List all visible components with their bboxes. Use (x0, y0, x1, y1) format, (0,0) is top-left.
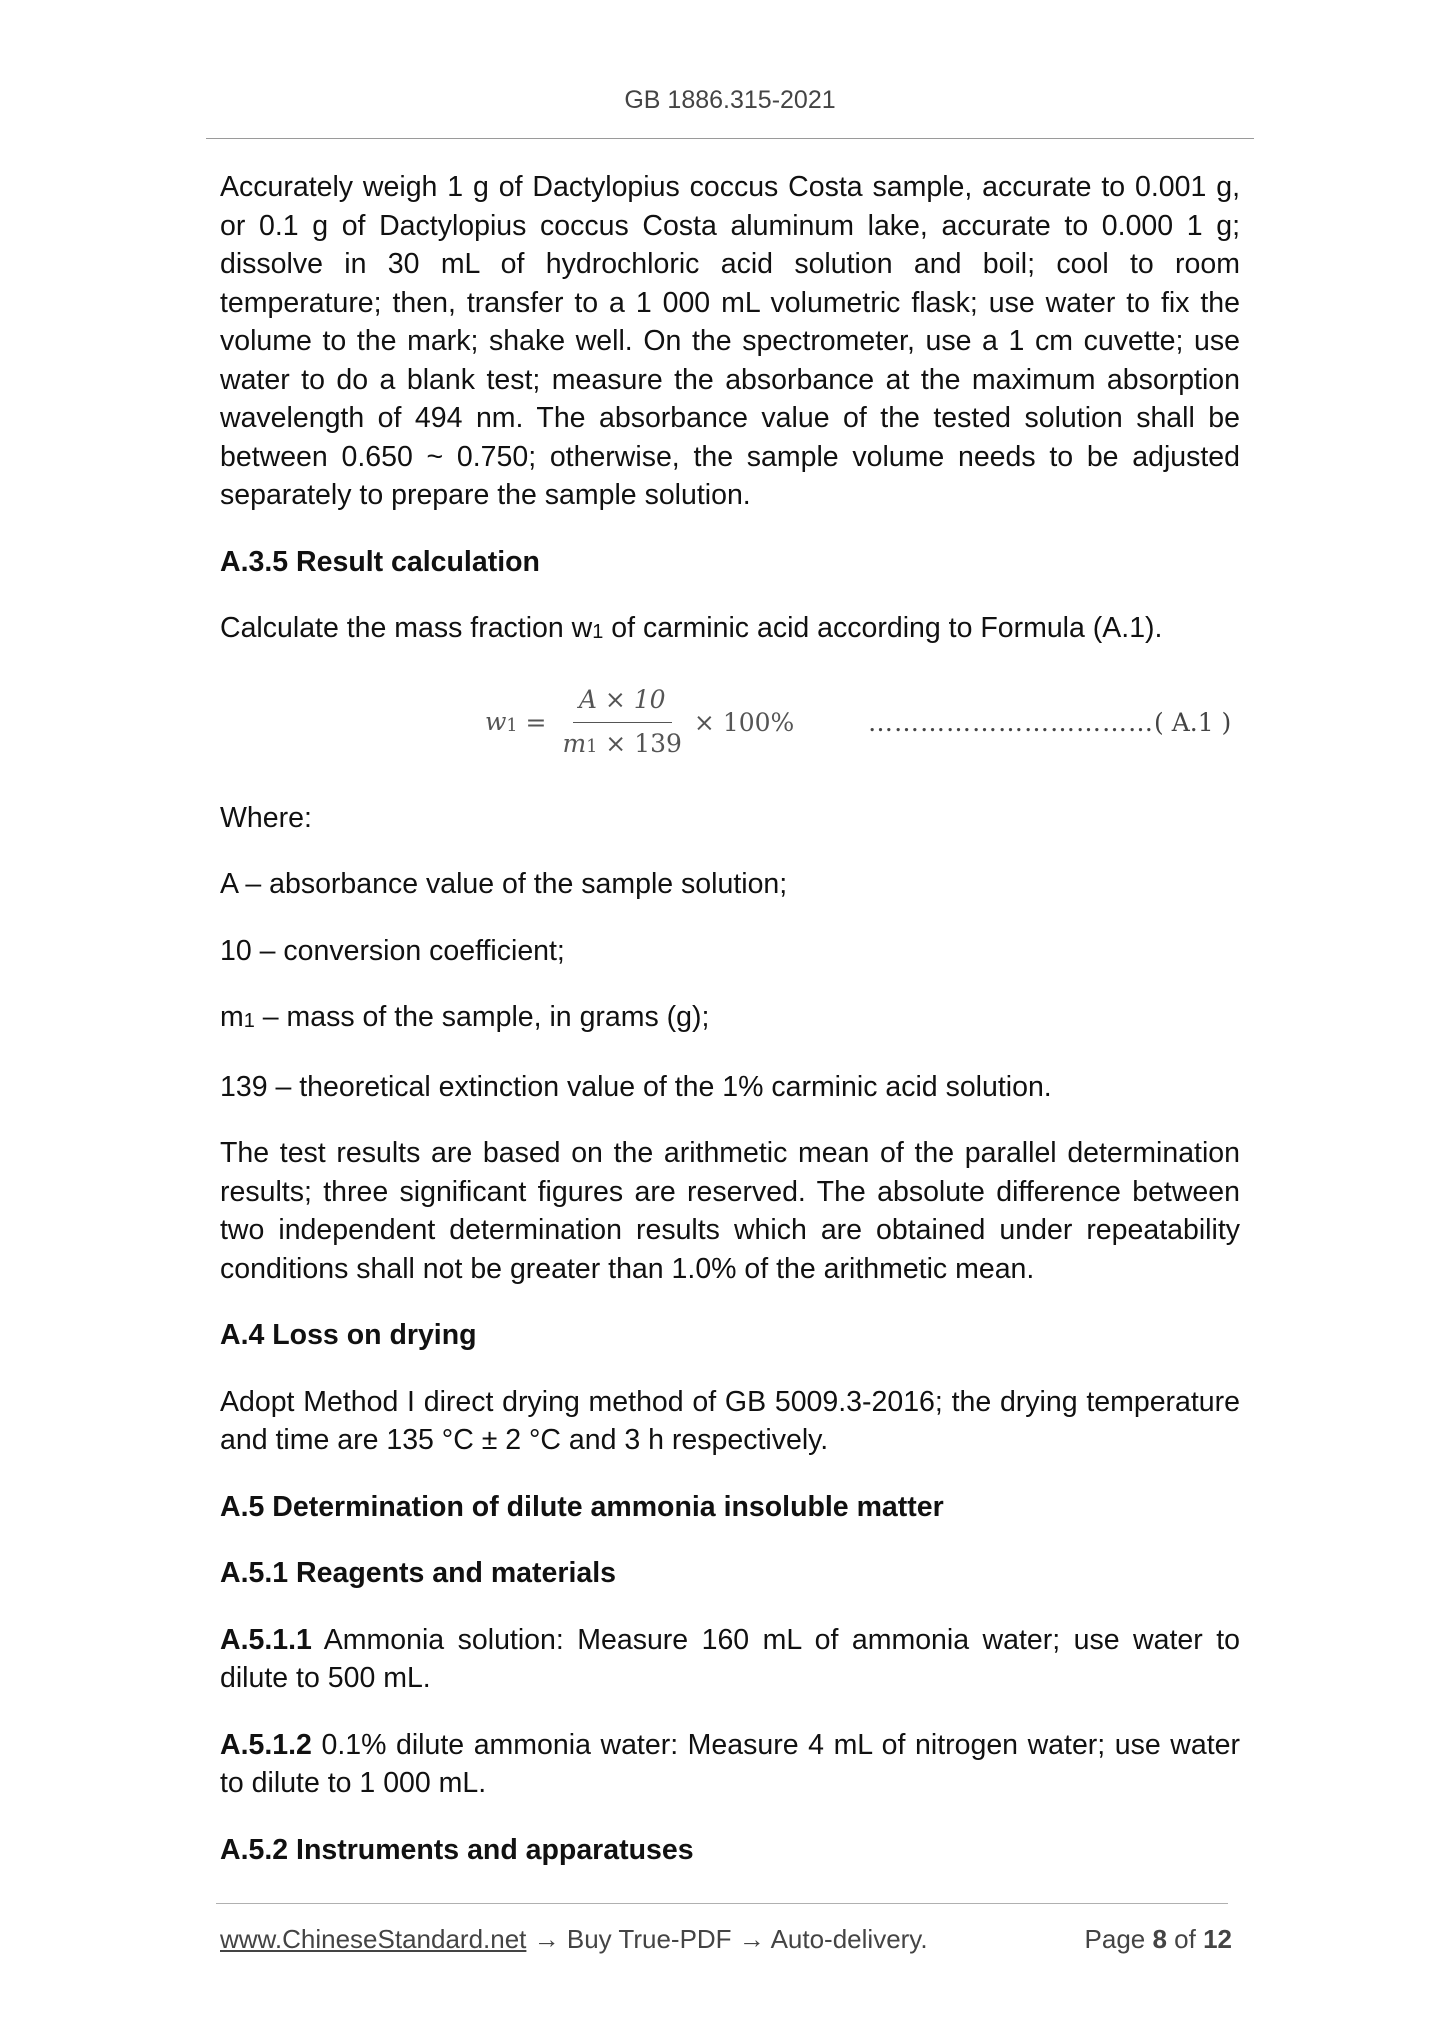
clause-a512: A.5.1.2 0.1% dilute ammonia water: Measure 4 mL of nitrogen water; use water to dilute to 1 000 mL. (220, 1728, 1240, 1799)
definition-139: 139 – theoretical extinction value of the 1% carminic acid solution. (220, 1070, 1052, 1103)
formula-denominator: m1 × 139 (562, 728, 682, 758)
intro-paragraph: Accurately weigh 1 g of Dactylopius coccus Costa sample, accurate to 0.001 g, or 0.1 g of Dactylopius coccus Costa aluminum lake, accurate to 0.000 1 g; dissolve in 30 mL of hydrochloric acid solution and boil; cool to room temperature; then, transfer to a 1 000 mL volumetric flask; use water to fix the volume to the mark; shake well. On the spectrometer, use a 1 cm cuvette; use water to do a blank test; measure the absorbance at the maximum absorption wavelength of 494 nm. The absorbance value of the tested solution shall be between 0.650 ~ 0.750; otherwise, the sample volume needs to be adjusted separately to prepare the sample solution. (220, 171, 1240, 511)
formula-fraction (557, 681, 688, 766)
section-a4-heading: A.4 Loss on drying (220, 1319, 477, 1351)
formula-expression (485, 679, 794, 769)
page-header (206, 86, 1254, 115)
formula-tag: ( A.1 ) (1154, 708, 1232, 738)
formula-multiplier: × 100% (693, 708, 795, 738)
formula-numerator: A × 10 (573, 681, 672, 723)
page-indicator: Page 8 of 12 (1084, 1924, 1232, 1954)
website-link[interactable]: www.ChineseStandard.net (220, 1924, 527, 1954)
total-pages: 12 (1203, 1924, 1232, 1954)
section-a52-heading: A.5.2 Instruments and apparatuses (220, 1833, 694, 1866)
formula-number (868, 679, 1231, 769)
document-body (220, 168, 1240, 1897)
footer-promo (220, 1924, 928, 1955)
document-code: GB 1886.315-2021 (624, 86, 836, 114)
current-page: 8 (1152, 1924, 1167, 1954)
clause-a511: A.5.1.1 Ammonia solution: Measure 160 mL of ammonia water; use water to dilute to 500 mL. (220, 1623, 1240, 1694)
definition-10: 10 – conversion coefficient; (220, 934, 565, 967)
formula-equals: = (525, 708, 547, 738)
a4-paragraph: Adopt Method I direct drying method of GB 5009.3-2016; the drying temperature and time are 135 °C ± 2 °C and 3 h respectively. (220, 1385, 1240, 1456)
formula-lhs: w1 (485, 706, 518, 736)
results-paragraph: The test results are based on the arithmetic mean of the parallel determination results; three significant figures are reserved. The absolute difference between two independent determination results which are obtained under repeatability conditions shall not be greater than 1.0% of the arithmetic mean. (220, 1137, 1240, 1285)
formula-leader-dots: …………………………… (868, 708, 1154, 738)
definition-m1: m1 – mass of the sample, in grams (g); (220, 1001, 710, 1033)
where-label: Where: (220, 801, 312, 834)
page-footer (220, 1924, 1232, 1955)
footer-tagline: → Buy True-PDF → Auto-delivery. (526, 1924, 928, 1954)
section-a35-heading: A.3.5 Result calculation (220, 545, 540, 578)
formula-a1 (220, 679, 1240, 769)
header-divider (206, 138, 1254, 139)
footer-divider (216, 1903, 1228, 1904)
section-a51-heading: A.5.1 Reagents and materials (220, 1557, 616, 1589)
section-a5-heading: A.5 Determination of dilute ammonia insoluble matter (220, 1490, 944, 1523)
definition-a: A – absorbance value of the sample solution; (220, 868, 788, 900)
calc-intro: Calculate the mass fraction w1 of carminic acid according to Formula (A.1). (220, 612, 1163, 644)
